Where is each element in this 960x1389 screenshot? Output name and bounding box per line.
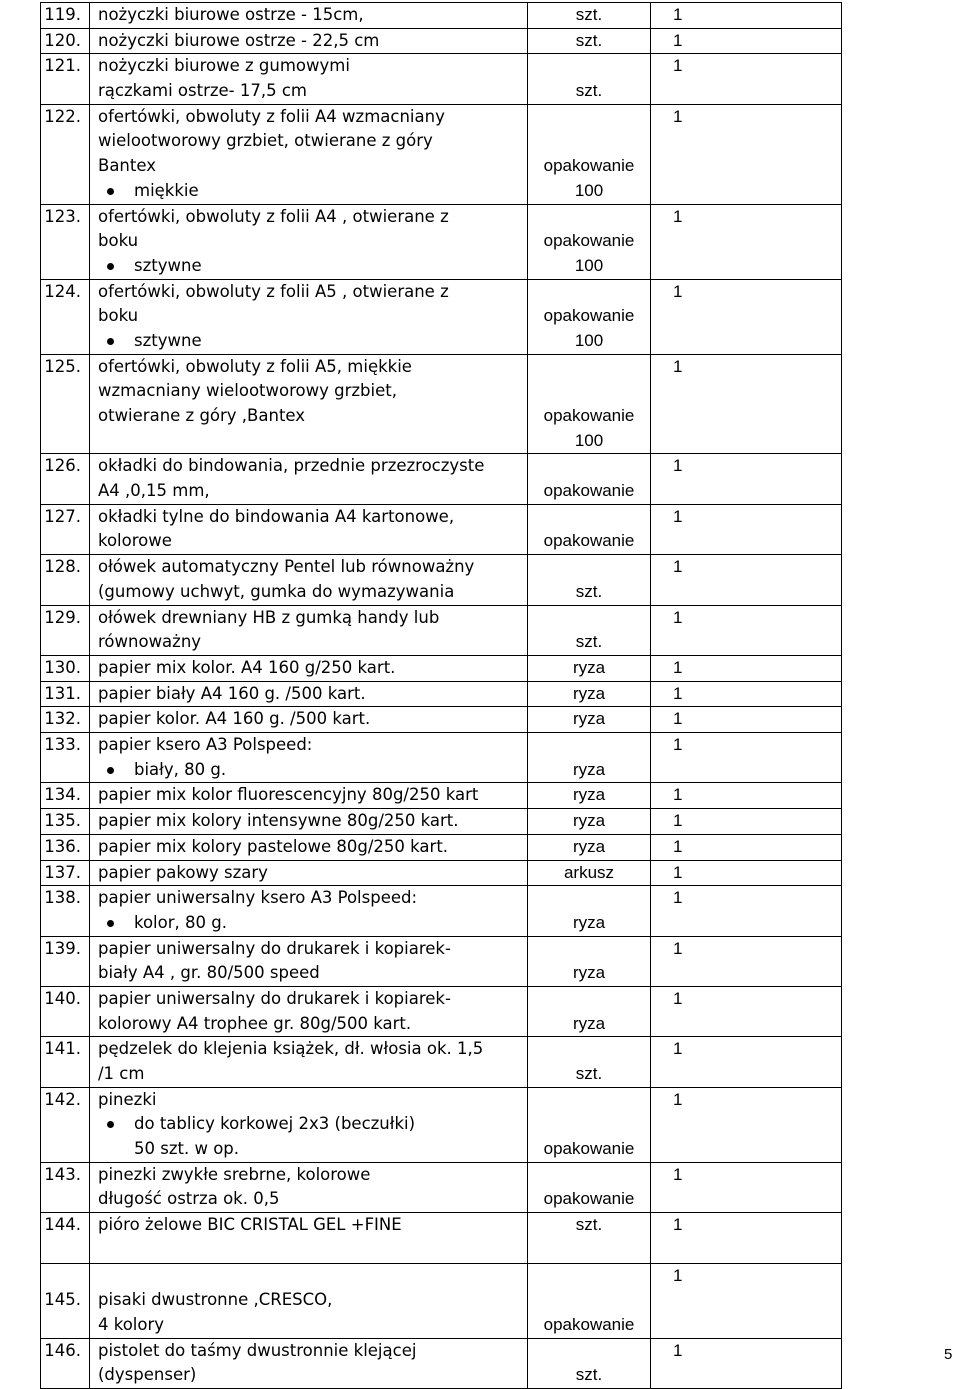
- item-unit: [528, 605, 651, 655]
- unit-line: opakowanie: [543, 231, 635, 251]
- description-line: papier ksero A3 Polspeed:: [98, 735, 313, 755]
- item-number: 134.: [41, 783, 90, 809]
- table-row: [41, 104, 842, 204]
- table-row: [41, 809, 842, 835]
- item-unit: [528, 354, 651, 454]
- item-quantity: 1: [651, 1087, 842, 1162]
- unit-line: opakowanie: [543, 406, 635, 426]
- page-number: 5: [944, 1346, 953, 1363]
- item-number: 125.: [41, 354, 90, 454]
- unit-line: 100: [574, 180, 604, 200]
- description-line: papier uniwersalny do drukarek i kopiarek-: [98, 938, 451, 958]
- item-number: 131.: [41, 681, 90, 707]
- item-number: 142.: [41, 1087, 90, 1162]
- unit-line: opakowanie: [543, 1314, 635, 1334]
- unit-line: szt.: [575, 81, 603, 101]
- table-row: [41, 733, 842, 783]
- bullet-line: sztywne: [98, 254, 527, 279]
- item-unit: [528, 1037, 651, 1087]
- item-unit: [528, 28, 651, 54]
- item-description: [90, 1087, 528, 1162]
- item-number: 145.: [41, 1263, 90, 1338]
- description-line: wielootworowy grzbiet, otwierane z góry: [98, 131, 433, 151]
- item-unit: [528, 681, 651, 707]
- item-quantity: 1: [651, 504, 842, 554]
- table-row: [41, 204, 842, 279]
- description-line: A4 ,0,15 mm,: [98, 481, 210, 501]
- table-row: [41, 707, 842, 733]
- unit-line: opakowanie: [543, 1189, 635, 1209]
- table-row: [41, 655, 842, 681]
- description-line: długość ostrza ok. 0,5: [98, 1189, 280, 1209]
- item-number: 137.: [41, 860, 90, 886]
- unit-line: 100: [574, 430, 604, 450]
- item-description: [90, 886, 528, 936]
- item-quantity: 1: [651, 454, 842, 504]
- item-description: [90, 605, 528, 655]
- table-row: [41, 886, 842, 936]
- item-unit: [528, 204, 651, 279]
- description-line: pióro żelowe BIC CRISTAL GEL +FINE: [98, 1215, 402, 1235]
- item-description: [90, 733, 528, 783]
- item-description: [90, 1263, 528, 1338]
- table-row: [41, 54, 842, 104]
- unit-line: arkusz: [563, 862, 615, 882]
- description-line: papier kolor. A4 160 g. /500 kart.: [98, 709, 371, 729]
- item-number: 120.: [41, 28, 90, 54]
- item-unit: [528, 279, 651, 354]
- unit-line: ryza: [572, 811, 606, 831]
- item-number: 133.: [41, 733, 90, 783]
- item-quantity: 1: [651, 681, 842, 707]
- bullet-line: miękkie: [98, 179, 527, 204]
- item-unit: [528, 860, 651, 886]
- table-row: [41, 504, 842, 554]
- unit-line: szt.: [575, 1215, 603, 1235]
- item-quantity: 1: [651, 733, 842, 783]
- item-quantity: 1: [651, 104, 842, 204]
- unit-line: ryza: [572, 683, 606, 703]
- item-description: [90, 3, 528, 29]
- item-description: [90, 279, 528, 354]
- item-description: [90, 1037, 528, 1087]
- item-quantity: 1: [651, 860, 842, 886]
- items-table-body: [41, 3, 842, 1389]
- item-number: 139.: [41, 936, 90, 986]
- unit-line: szt.: [575, 30, 603, 50]
- table-row: [41, 1213, 842, 1263]
- item-quantity: 1: [651, 54, 842, 104]
- description-line: równoważny: [98, 632, 202, 652]
- item-description: [90, 1338, 528, 1388]
- description-line: ołówek automatyczny Pentel lub równoważny: [98, 557, 475, 577]
- table-row: [41, 1263, 842, 1338]
- item-description: [90, 104, 528, 204]
- description-line: ofertówki, obwoluty z folii A4 wzmacniany: [98, 106, 445, 126]
- description-line: Bantex: [98, 156, 156, 176]
- items-table: [40, 2, 842, 1389]
- table-row: [41, 354, 842, 454]
- description-line: nożyczki biurowe z gumowymi: [98, 56, 350, 76]
- item-quantity: 1: [651, 3, 842, 29]
- description-line: pistolet do taśmy dwustronnie klejącej: [98, 1340, 417, 1360]
- item-description: [90, 936, 528, 986]
- description-line: papier uniwersalny ksero A3 Polspeed:: [98, 888, 418, 908]
- bullet-line: biały, 80 g.: [98, 758, 527, 783]
- item-number: 119.: [41, 3, 90, 29]
- bullet-line: kolor, 80 g.: [98, 911, 527, 936]
- description-line: papier pakowy szary: [98, 862, 268, 882]
- item-quantity: 1: [651, 1037, 842, 1087]
- unit-line: ryza: [572, 759, 606, 779]
- item-unit: [528, 1263, 651, 1338]
- description-line: 4 kolory: [98, 1314, 165, 1334]
- description-line: kolorowy A4 trophee gr. 80g/500 kart.: [98, 1013, 412, 1033]
- description-line: pinezki zwykłe srebrne, kolorowe: [98, 1164, 371, 1184]
- item-unit: [528, 504, 651, 554]
- item-description: [90, 204, 528, 279]
- item-quantity: 1: [651, 655, 842, 681]
- table-row: [41, 681, 842, 707]
- item-description: [90, 860, 528, 886]
- item-unit: [528, 834, 651, 860]
- item-number: 126.: [41, 454, 90, 504]
- item-quantity: 1: [651, 28, 842, 54]
- item-unit: [528, 809, 651, 835]
- description-line: [98, 1264, 527, 1289]
- unit-line: ryza: [572, 963, 606, 983]
- table-row: [41, 1162, 842, 1212]
- item-number: 132.: [41, 707, 90, 733]
- item-number: 124.: [41, 279, 90, 354]
- description-line: wzmacniany wielootworowy grzbiet,: [98, 381, 397, 401]
- item-quantity: 1: [651, 605, 842, 655]
- unit-line: 100: [574, 255, 604, 275]
- item-description: [90, 1213, 528, 1263]
- bullet-line: do tablicy korkowej 2x3 (beczułki): [98, 1112, 527, 1137]
- description-line: okładki do bindowania, przednie przezroczyste: [98, 456, 485, 476]
- table-row: [41, 1037, 842, 1087]
- table-row: [41, 936, 842, 986]
- item-number: 127.: [41, 504, 90, 554]
- description-line: [98, 429, 527, 454]
- description-line: papier uniwersalny do drukarek i kopiarek-: [98, 988, 451, 1008]
- item-number: 122.: [41, 104, 90, 204]
- unit-line: szt.: [575, 1064, 603, 1084]
- item-description: [90, 555, 528, 605]
- unit-line: szt.: [575, 581, 603, 601]
- description-line: papier biały A4 160 g. /500 kart.: [98, 683, 366, 703]
- table-row: [41, 605, 842, 655]
- item-quantity: 1: [651, 1338, 842, 1388]
- item-quantity: 1: [651, 279, 842, 354]
- item-unit: [528, 1087, 651, 1162]
- table-row: [41, 860, 842, 886]
- item-quantity: 1: [651, 555, 842, 605]
- item-quantity: 1: [651, 1213, 842, 1263]
- table-row: [41, 555, 842, 605]
- item-quantity: 1: [651, 204, 842, 279]
- item-number: 128.: [41, 555, 90, 605]
- description-line: rączkami ostrze- 17,5 cm: [98, 81, 307, 101]
- table-row: [41, 834, 842, 860]
- item-quantity: 1: [651, 1162, 842, 1212]
- description-line: nożyczki biurowe ostrze - 22,5 cm: [98, 30, 380, 50]
- item-unit: [528, 936, 651, 986]
- item-unit: [528, 1213, 651, 1263]
- item-number: 129.: [41, 605, 90, 655]
- description-line: ofertówki, obwoluty z folii A4 , otwierane z: [98, 206, 449, 226]
- item-number: 121.: [41, 54, 90, 104]
- item-quantity: 1: [651, 886, 842, 936]
- item-unit: [528, 1162, 651, 1212]
- item-unit: [528, 733, 651, 783]
- item-number: 130.: [41, 655, 90, 681]
- item-description: [90, 454, 528, 504]
- unit-line: opakowanie: [543, 481, 635, 501]
- item-description: [90, 681, 528, 707]
- table-row: [41, 783, 842, 809]
- unit-line: opakowanie: [543, 1139, 635, 1159]
- description-line: 50 szt. w op.: [134, 1139, 240, 1159]
- item-description: [90, 28, 528, 54]
- unit-line: ryza: [572, 709, 606, 729]
- description-line: /1 cm: [98, 1064, 145, 1084]
- item-unit: [528, 707, 651, 733]
- description-line: ofertówki, obwoluty z folii A5, miękkie: [98, 356, 412, 376]
- unit-line: szt.: [575, 1365, 603, 1385]
- item-description: [90, 354, 528, 454]
- table-row: [41, 279, 842, 354]
- item-quantity: 1: [651, 1263, 842, 1338]
- item-number: 144.: [41, 1213, 90, 1263]
- item-description: [90, 1162, 528, 1212]
- unit-line: szt.: [575, 632, 603, 652]
- unit-line: szt.: [575, 5, 603, 25]
- table-row: [41, 28, 842, 54]
- description-line: pinezki: [98, 1089, 157, 1109]
- item-description: [90, 504, 528, 554]
- unit-line: ryza: [572, 912, 606, 932]
- unit-line: ryza: [572, 836, 606, 856]
- description-line: ołówek drewniany HB z gumką handy lub: [98, 607, 440, 627]
- item-number: 143.: [41, 1162, 90, 1212]
- item-number: 138.: [41, 886, 90, 936]
- table-row: [41, 3, 842, 29]
- item-quantity: 1: [651, 936, 842, 986]
- table-row: [41, 986, 842, 1036]
- description-line: [98, 1238, 527, 1263]
- unit-line: 100: [574, 330, 604, 350]
- item-description: [90, 707, 528, 733]
- item-unit: [528, 104, 651, 204]
- item-description: [90, 783, 528, 809]
- item-unit: [528, 1338, 651, 1388]
- description-line: papier mix kolory intensywne 80g/250 kart.: [98, 811, 459, 831]
- description-line: (gumowy uchwyt, gumka do wymazywania: [98, 581, 455, 601]
- table-row: [41, 1087, 842, 1162]
- description-line: pisaki dwustronne ,CRESCO,: [98, 1290, 333, 1310]
- item-quantity: 1: [651, 783, 842, 809]
- item-unit: [528, 3, 651, 29]
- item-unit: [528, 986, 651, 1036]
- item-quantity: 1: [651, 986, 842, 1036]
- item-number: 146.: [41, 1338, 90, 1388]
- description-line: pędzelek do klejenia książek, dł. włosia ok. 1,5: [98, 1039, 484, 1059]
- description-line: biały A4 , gr. 80/500 speed: [98, 963, 320, 983]
- item-unit: [528, 54, 651, 104]
- item-number: 140.: [41, 986, 90, 1036]
- item-quantity: 1: [651, 707, 842, 733]
- item-description: [90, 834, 528, 860]
- item-quantity: 1: [651, 354, 842, 454]
- item-quantity: 1: [651, 834, 842, 860]
- item-description: [90, 809, 528, 835]
- item-description: [90, 986, 528, 1036]
- item-description: [90, 655, 528, 681]
- unit-line: ryza: [572, 657, 606, 677]
- description-line: ofertówki, obwoluty z folii A5 , otwierane z: [98, 281, 449, 301]
- unit-line: ryza: [572, 1013, 606, 1033]
- unit-line: opakowanie: [543, 306, 635, 326]
- item-quantity: 1: [651, 809, 842, 835]
- description-line: boku: [98, 306, 139, 326]
- description-line: okładki tylne do bindowania A4 kartonowe,: [98, 506, 455, 526]
- item-unit: [528, 886, 651, 936]
- description-line: boku: [98, 231, 139, 251]
- item-unit: [528, 555, 651, 605]
- bullet-line: sztywne: [98, 329, 527, 354]
- item-number: 141.: [41, 1037, 90, 1087]
- item-number: 135.: [41, 809, 90, 835]
- description-line: papier mix kolory pastelowe 80g/250 kart.: [98, 836, 449, 856]
- table-row: [41, 1338, 842, 1388]
- unit-line: opakowanie: [543, 156, 635, 176]
- unit-line: ryza: [572, 785, 606, 805]
- description-line: otwierane z góry ,Bantex: [98, 406, 306, 426]
- unit-line: opakowanie: [543, 531, 635, 551]
- item-number: 136.: [41, 834, 90, 860]
- description-line: kolorowe: [98, 531, 172, 551]
- item-unit: [528, 655, 651, 681]
- description-line: papier mix kolor. A4 160 g/250 kart.: [98, 657, 396, 677]
- item-unit: [528, 783, 651, 809]
- item-unit: [528, 454, 651, 504]
- description-line: nożyczki biurowe ostrze - 15cm,: [98, 5, 364, 24]
- description-line: (dyspenser): [98, 1365, 197, 1385]
- item-description: [90, 54, 528, 104]
- table-row: [41, 454, 842, 504]
- item-number: 123.: [41, 204, 90, 279]
- description-line: papier mix kolor fluorescencyjny 80g/250 kart: [98, 785, 479, 805]
